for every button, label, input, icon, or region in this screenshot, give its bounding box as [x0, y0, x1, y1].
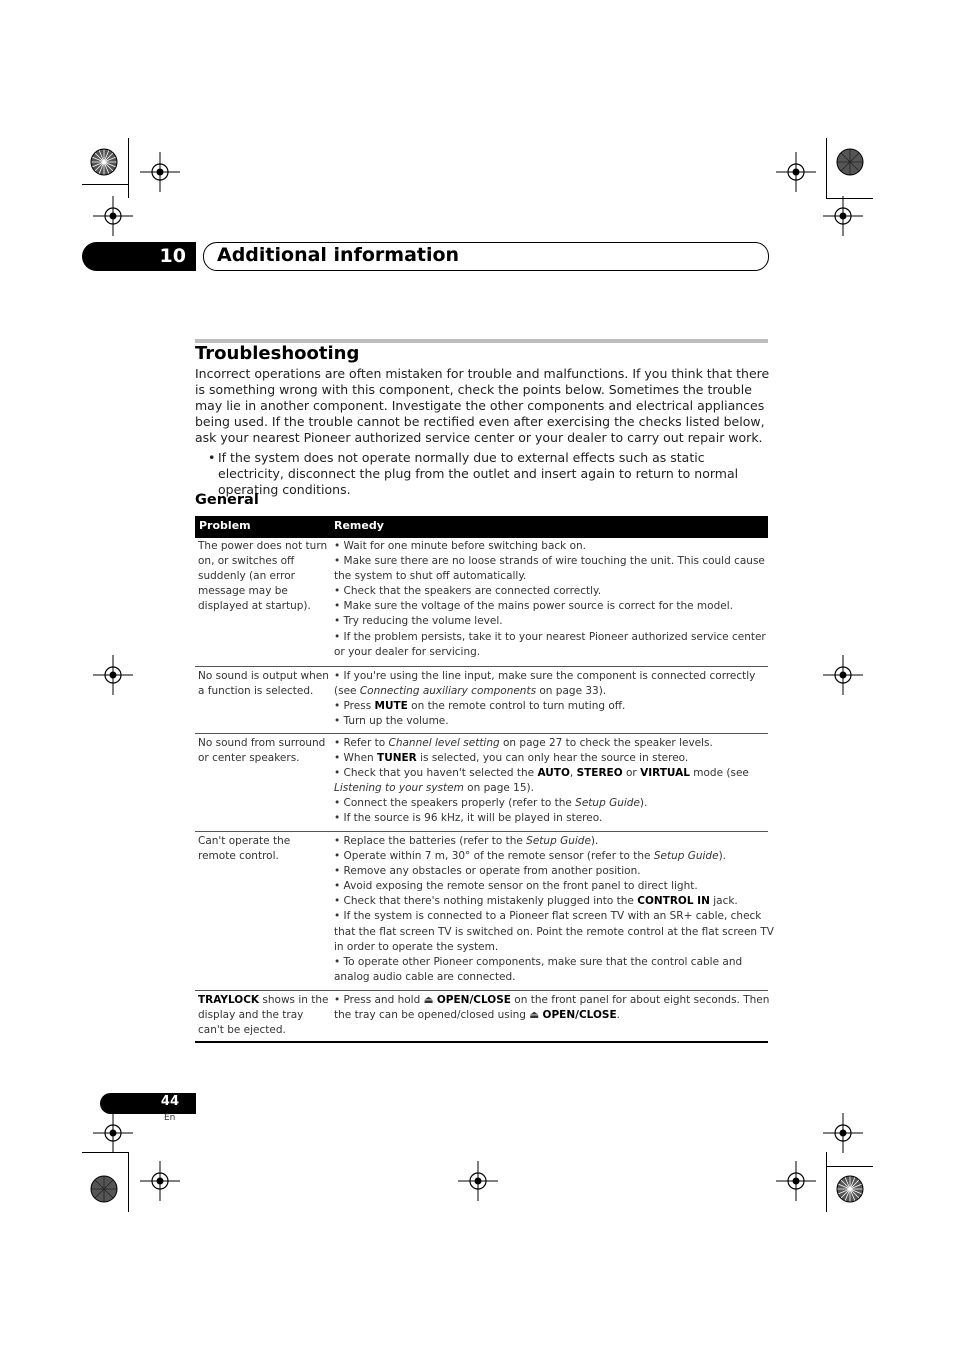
- bullet-icon: •: [208, 450, 216, 465]
- remedy-cell: [334, 834, 774, 985]
- page-number: 44: [160, 1094, 179, 1109]
- remedy-line: • Refer to Channel level setting on page 27 to check the speaker levels.: [334, 737, 713, 749]
- remedy-line: • Check that you haven't selected the AUTO, STEREO or VIRTUAL mode (see: [334, 767, 749, 780]
- remedy-line: • Check that there's nothing mistakenly plugged into the CONTROL IN jack.: [334, 895, 738, 908]
- registration-target-icon: [140, 152, 180, 192]
- remedy-line: • Remove any obstacles or operate from another position.: [334, 865, 641, 878]
- remedy-line: • Press MUTE on the remote control to turn muting off.: [334, 700, 626, 713]
- remedy-line: the tray can be opened/closed using ⏏ OPEN/CLOSE.: [334, 1009, 620, 1022]
- starburst-mark-icon: [90, 1175, 118, 1203]
- remedy-line: • If the problem persists, take it to your nearest Pioneer authorized service center: [334, 630, 766, 643]
- chapter-number: 10: [159, 245, 186, 267]
- remedy-line: • Make sure there are no loose strands of wire touching the unit. This could cause: [334, 555, 765, 568]
- bullet-text: If the system does not operate normally due to external effects such as static electricity, disconnect the plug from the outlet and insert again to return to normal operating conditions.: [218, 450, 739, 497]
- chapter-title-box: [203, 242, 769, 271]
- subsection-title: General: [195, 492, 259, 508]
- remedy-line: • To operate other Pioneer components, make sure that the control cable and: [334, 955, 743, 968]
- remedy-cell: [334, 736, 764, 827]
- registration-target-icon: [776, 152, 816, 192]
- remedy-line: Listening to your system on page 15).: [334, 782, 534, 795]
- table-row: [195, 667, 768, 734]
- remedy-line: • Make sure the voltage of the mains power source is correct for the model.: [334, 600, 733, 613]
- table-row: [195, 538, 768, 667]
- intro-paragraph: Incorrect operations are often mistaken for trouble and malfunctions. If you think that there is something wrong with this component, check the points below. Sometimes the trouble may lie in another component. Investigate the other components and electrical appliances being used. If the trouble cannot be rectified even after exercising the checks listed below, ask your nearest Pioneer authorized service center or your dealer to carry out repair work.: [195, 366, 770, 445]
- registration-target-icon: [823, 655, 863, 695]
- remedy-line: • Replace the batteries (refer to the Setup Guide).: [334, 835, 599, 847]
- registration-target-icon: [776, 1161, 816, 1201]
- table-row: [195, 734, 768, 832]
- table-row: [195, 832, 774, 991]
- remedy-line: • If the system is connected to a Pioneer flat screen TV with an SR+ cable, check: [334, 910, 762, 923]
- table-header: [195, 516, 768, 538]
- problem-cell: The power does not turn on, or switches off suddenly (an error message may be displayed at startup).: [198, 540, 328, 612]
- registration-target-icon: [823, 196, 863, 236]
- remedy-cell: [334, 669, 764, 729]
- remedy-line: • Turn up the volume.: [334, 715, 449, 728]
- registration-target-icon: [140, 1161, 180, 1201]
- remedy-line: • Check that the speakers are connected correctly.: [334, 585, 602, 598]
- remedy-line: (see Connecting auxiliary components on page 33).: [334, 685, 607, 698]
- remedy-line: the system to shut off automatically.: [334, 570, 527, 583]
- starburst-mark-icon: [836, 1175, 864, 1203]
- chapter-number-tab: [82, 242, 196, 271]
- table-row: [195, 991, 768, 1043]
- remedy-line: • If you're using the line input, make sure the component is connected correctly: [334, 670, 756, 682]
- registration-target-icon: [93, 1113, 133, 1153]
- remedy-line: • Connect the speakers properly (refer to the Setup Guide).: [334, 797, 648, 810]
- problem-cell: No sound from surround or center speakers.: [198, 737, 326, 764]
- remedy-cell: [334, 539, 764, 660]
- column-header-remedy: Remedy: [334, 519, 384, 532]
- remedy-line: • Press and hold ⏏ OPEN/CLOSE on the front panel for about eight seconds. Then: [334, 994, 770, 1006]
- registration-target-icon: [823, 1113, 863, 1153]
- remedy-line: • Operate within 7 m, 30° of the remote sensor (refer to the Setup Guide).: [334, 850, 726, 863]
- remedy-line: • If the source is 96 kHz, it will be played in stereo.: [334, 812, 603, 825]
- registration-target-icon: [93, 196, 133, 236]
- remedy-line: • Try reducing the volume level.: [334, 615, 503, 628]
- page-language: En: [164, 1113, 176, 1123]
- registration-target-icon: [93, 655, 133, 695]
- remedy-line: • Wait for one minute before switching back on.: [334, 540, 586, 552]
- column-header-problem: Problem: [199, 519, 251, 532]
- problem-cell: Can't operate the remote control.: [198, 835, 291, 862]
- chapter-title: Additional information: [217, 244, 460, 266]
- problem-cell: No sound is output when a function is selected.: [198, 670, 329, 697]
- remedy-line: • Avoid exposing the remote sensor on the front panel to direct light.: [334, 880, 698, 893]
- page-number-tab: [100, 1093, 196, 1114]
- remedy-line: or your dealer for servicing.: [334, 645, 481, 658]
- remedy-line: • When TUNER is selected, you can only hear the source in stereo.: [334, 752, 689, 765]
- registration-target-icon: [458, 1161, 498, 1201]
- eject-icon: ⏏: [423, 994, 437, 1006]
- section-title: Troubleshooting: [195, 343, 360, 364]
- problem-cell: TRAYLOCK shows in the display and the tray can't be ejected.: [198, 994, 329, 1036]
- eject-icon: ⏏: [529, 1009, 543, 1022]
- starburst-mark-icon: [90, 148, 118, 176]
- remedy-line: that the flat screen TV is switched on. Point the remote control at the flat screen TV: [334, 925, 774, 938]
- remedy-line: analog audio cable are connected.: [334, 970, 516, 983]
- remedy-cell: [334, 993, 770, 1023]
- remedy-line: in order to operate the system.: [334, 940, 499, 953]
- starburst-mark-icon: [836, 148, 864, 176]
